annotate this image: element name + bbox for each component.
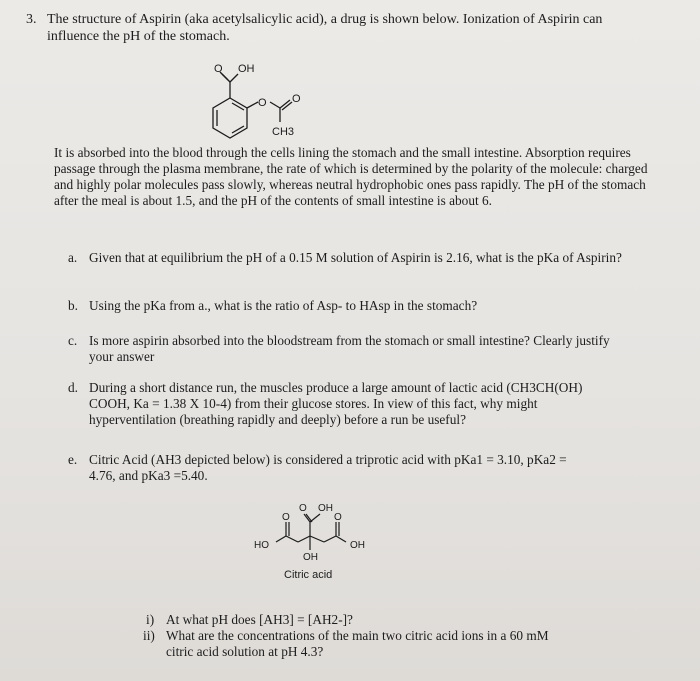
- aspirin-oh-label: OH: [238, 63, 255, 75]
- part-c-label: c.: [68, 333, 78, 348]
- part-b-label: b.: [68, 298, 78, 313]
- citric-o-top-label: O: [299, 503, 307, 514]
- citric-acid-structure: [246, 492, 386, 572]
- aspirin-ch3-label: CH3: [272, 126, 295, 138]
- aspirin-o-label: O: [214, 63, 223, 75]
- citric-o-top-right-label: O: [334, 512, 342, 523]
- aspirin-structure: [200, 58, 340, 144]
- part-e-line-2: 4.76, and pKa3 =5.40.: [89, 468, 208, 483]
- part-a-text: Given that at equilibrium the pH of a 0.15 M solution of Aspirin is 2.16, what is the pKa of Aspirin?: [89, 250, 622, 265]
- subpart-ii-label: ii): [143, 628, 155, 643]
- part-c-text: Is more aspirin absorbed into the bloodstream from the stomach or small intestine? Clearly justify your answer: [89, 333, 610, 364]
- citric-oh-right-label: OH: [350, 540, 365, 551]
- part-d-line-2: COOH, Ka = 1.38 X 10-4) from their glucose stores. In view of this fact, why might: [89, 396, 538, 411]
- citric-oh-top-label: OH: [318, 503, 333, 514]
- question-heading: The structure of Aspirin (aka acetylsalicylic acid), a drug is shown below. Ionization of Aspirin can influence the pH of the stomach.: [47, 12, 603, 44]
- aspirin-carbonyl-o-label: O: [292, 93, 301, 105]
- citric-oh-center-label: OH: [303, 552, 318, 563]
- subpart-i-label: i): [146, 612, 155, 627]
- aspirin-ester-o-label: O: [258, 97, 267, 109]
- subpart-i-text: At what pH does [AH3] = [AH2-]?: [166, 612, 353, 627]
- part-a-label: a.: [68, 250, 78, 265]
- part-e-line-1: Citric Acid (AH3 depicted below) is considered a triprotic acid with pKa1 = 3.10, pKa2 =: [89, 452, 567, 467]
- intro-paragraph: It is absorbed into the blood through the cells lining the stomach and the small intestine. Absorption requires passage through the plasma membrane, the rate of which is determined by the polarity of the molecule: charged and highly polar molecules pass slowly, whereas neutral hydrophobic ones pass rapidly. The pH of the stomach after the meal is about 1.5, and the pH of the contents of small intestine is about 6.: [54, 145, 648, 208]
- subpart-ii-line-1: What are the concentrations of the main two citric acid ions in a 60 mM: [166, 628, 549, 643]
- citric-ho-left-label: HO: [254, 540, 269, 551]
- question-number: 3.: [26, 12, 37, 27]
- subpart-ii-line-2: citric acid solution at pH 4.3?: [166, 644, 324, 659]
- part-d-line-1: During a short distance run, the muscles produce a large amount of lactic acid (CH3CH(OH): [89, 380, 583, 395]
- part-d-line-3: hyperventilation (breathing rapidly and deeply) before a run be useful?: [89, 412, 466, 427]
- citric-o-left-label: O: [282, 512, 290, 523]
- part-e-label: e.: [68, 452, 78, 467]
- citric-acid-caption: Citric acid: [284, 569, 333, 581]
- part-b-text: Using the pKa from a., what is the ratio of Asp- to HAsp in the stomach?: [89, 298, 478, 313]
- part-d-label: d.: [68, 380, 78, 395]
